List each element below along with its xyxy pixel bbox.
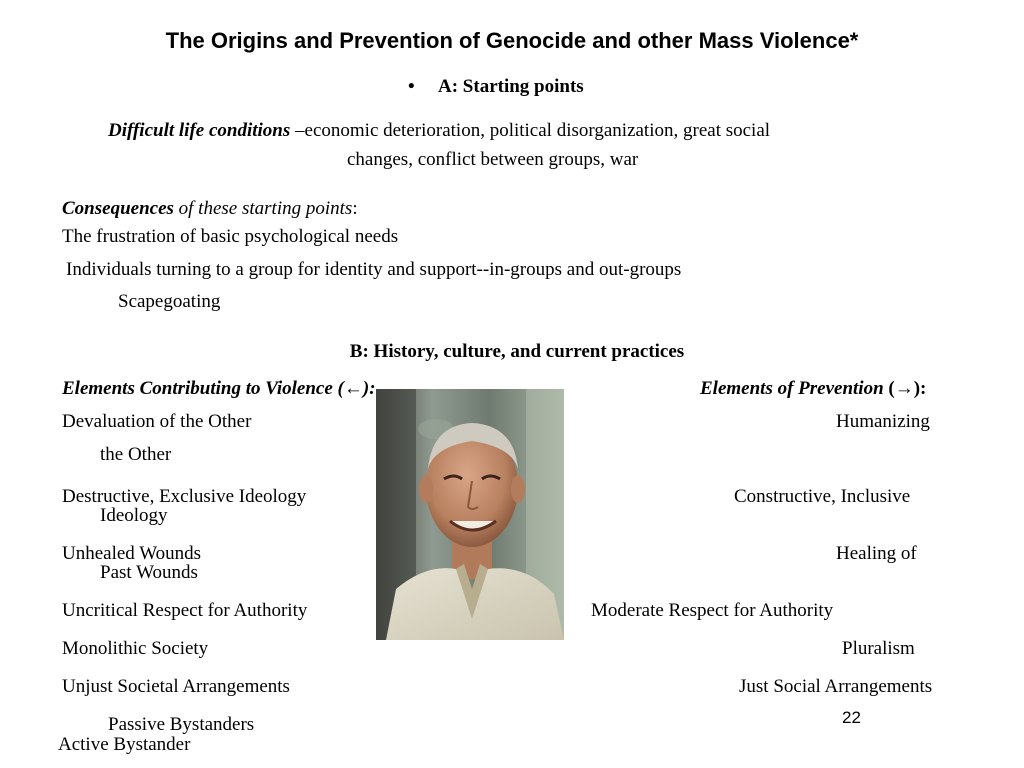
prevention-heading-arrow: (→): bbox=[883, 378, 927, 399]
prevention-element: Pluralism bbox=[842, 638, 915, 659]
prevention-element: Healing of bbox=[836, 543, 917, 564]
prevention-element: Active Bystander bbox=[58, 734, 191, 755]
violence-element: Unhealed Wounds bbox=[62, 543, 202, 564]
prevention-element: Just Social Arrangements bbox=[739, 676, 933, 697]
slide-number: 22 bbox=[842, 708, 861, 727]
consequence-item: The frustration of basic psychological needs bbox=[62, 226, 399, 247]
consequence-item: Scapegoating bbox=[118, 291, 221, 312]
prevention-element-continued: Ideology bbox=[100, 505, 168, 526]
violence-element: Devaluation of the Other bbox=[62, 411, 252, 432]
violence-element: Destructive, Exclusive Ideology bbox=[62, 486, 307, 507]
consequences-rest: of these starting points bbox=[173, 198, 353, 219]
difficult-desc-line2: changes, conflict between groups, war bbox=[347, 149, 639, 170]
consequences-term: Consequences bbox=[62, 198, 174, 219]
prevention-element-continued: the Other bbox=[100, 444, 172, 465]
violence-element: Passive Bystanders bbox=[108, 714, 255, 735]
prevention-heading-term: Elements of Prevention bbox=[700, 378, 884, 399]
slide-title: The Origins and Prevention of Genocide and other Mass Violence* bbox=[165, 28, 859, 53]
prevention-element: Moderate Respect for Authority bbox=[591, 600, 834, 621]
violence-element: Unjust Societal Arrangements bbox=[62, 676, 290, 697]
prevention-element: Constructive, Inclusive bbox=[734, 486, 911, 507]
violence-elements-heading: Elements Contributing to Violence (←): bbox=[62, 378, 376, 399]
difficult-conditions-line1 bbox=[108, 120, 770, 142]
prevention-element: Humanizing bbox=[836, 411, 930, 432]
difficult-dash: – bbox=[290, 120, 305, 141]
section-b-heading: B: History, culture, and current practices bbox=[349, 341, 685, 362]
prevention-elements-heading bbox=[700, 378, 926, 400]
portrait-photo bbox=[376, 389, 564, 640]
section-a-heading bbox=[408, 76, 584, 98]
consequence-item: Individuals turning to a group for identity and support--in-groups and out-groups bbox=[66, 259, 682, 280]
difficult-desc-line1: economic deterioration, political disorganization, great social bbox=[304, 120, 771, 141]
violence-element: Monolithic Society bbox=[62, 638, 209, 659]
difficult-conditions-term: Difficult life conditions bbox=[108, 120, 291, 141]
bullet-glyph: • bbox=[408, 76, 415, 97]
prevention-element-continued: Past Wounds bbox=[100, 562, 198, 583]
section-a-text: A: Starting points bbox=[438, 76, 584, 97]
consequences-heading bbox=[62, 198, 358, 220]
consequences-colon: : bbox=[352, 198, 358, 219]
violence-element: Uncritical Respect for Authority bbox=[62, 600, 308, 621]
